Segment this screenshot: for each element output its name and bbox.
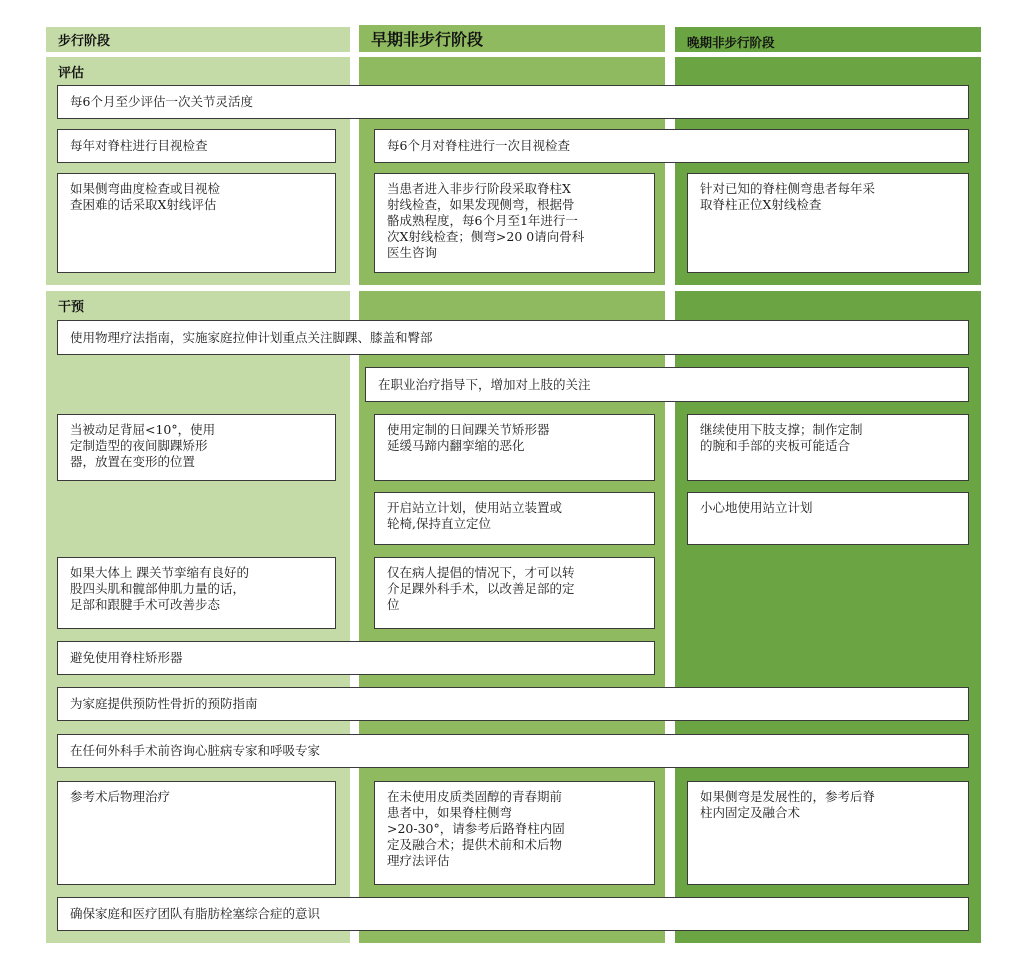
intervene-ankle-surgery-gait-box: 如果大体上 踝关节挛缩有良好的 股四头肌和髋部伸肌力量的话， 足部和跟腱手术可改善步态 <box>57 557 336 629</box>
section-label-assessment: 评估 <box>58 66 85 81</box>
header-late-nonwalking-stage: 晚期非步行阶段 <box>687 34 775 50</box>
intervene-day-ankle-orthosis-box: 使用定制的日间踝关节矫形器 延缓马蹄内翻挛缩的恶化 <box>374 414 655 481</box>
intervene-ankle-surgery-referral-box: 仅在病人提倡的情况下，才可以转 介足踝外科手术，以改善足部的定 位 <box>374 557 655 629</box>
intervene-physio-stretching-box: 使用物理疗法指南，实施家庭拉伸计划重点关注脚踝、膝盖和臀部 <box>57 320 969 355</box>
intervene-spinal-fusion-prepubertal-box: 在未使用皮质类固醇的青春期前 患者中，如果脊柱侧弯 >20-30°，请参考后路脊柱内固 定及融合术；提供术前和术后物 理疗法评估 <box>374 781 655 885</box>
intervene-spinal-fusion-progressive-box: 如果侧弯是发展性的，参考后脊 柱内固定及融合术 <box>687 781 969 885</box>
assess-nonwalking-xray-box: 当患者进入非步行阶段采取脊柱X 射线检查，如果发现侧弯，根据骨 骼成熟程度，每6个月至1年进行一 次X射线检查；侧弯>20 0请向骨科 医生咨询 <box>374 173 655 273</box>
intervene-careful-standing-box: 小心地使用站立计划 <box>687 492 969 545</box>
assess-6month-spine-visual-box: 每6个月对脊柱进行一次目视检查 <box>374 129 969 163</box>
section-label-intervention: 干预 <box>58 300 85 315</box>
intervene-fat-embolism-awareness-box: 确保家庭和医疗团队有脂肪栓塞综合症的意识 <box>57 897 969 931</box>
intervene-fracture-prevention-box: 为家庭提供预防性骨折的预防指南 <box>57 687 969 721</box>
header-walking-stage: 步行阶段 <box>58 34 111 49</box>
intervene-lower-limb-support-box: 继续使用下肢支撑；制作定制 的腕和手部的夹板可能适合 <box>687 414 969 481</box>
intervene-night-ankle-orthosis-box: 当被动足背屈<10°，使用 定制造型的夜间脚踝矫形 器，放置在变形的位置 <box>57 414 336 481</box>
intervene-postop-physio-box: 参考术后物理治疗 <box>57 781 336 885</box>
intervene-avoid-spinal-orthosis-box: 避免使用脊柱矫形器 <box>57 641 655 675</box>
intervene-cardio-respiratory-consult-box: 在任何外科手术前咨询心脏病专家和呼吸专家 <box>57 734 969 768</box>
intervene-upper-limb-focus-box: 在职业治疗指导下，增加对上肢的关注 <box>365 367 969 402</box>
intervene-standing-program-box: 开启站立计划，使用站立装置或 轮椅,保持直立定位 <box>374 492 655 545</box>
assess-xray-if-difficult-box: 如果侧弯曲度检查或目视检 查困难的话采取X射线评估 <box>57 173 336 273</box>
assess-yearly-spine-visual-box: 每年对脊柱进行目视检查 <box>57 129 336 163</box>
assess-joint-range-box: 每6个月至少评估一次关节灵活度 <box>57 85 969 119</box>
assess-yearly-ap-xray-box: 针对已知的脊柱侧弯患者每年采 取脊柱正位X射线检查 <box>687 173 969 273</box>
header-early-nonwalking-stage: 早期非步行阶段 <box>371 30 484 49</box>
